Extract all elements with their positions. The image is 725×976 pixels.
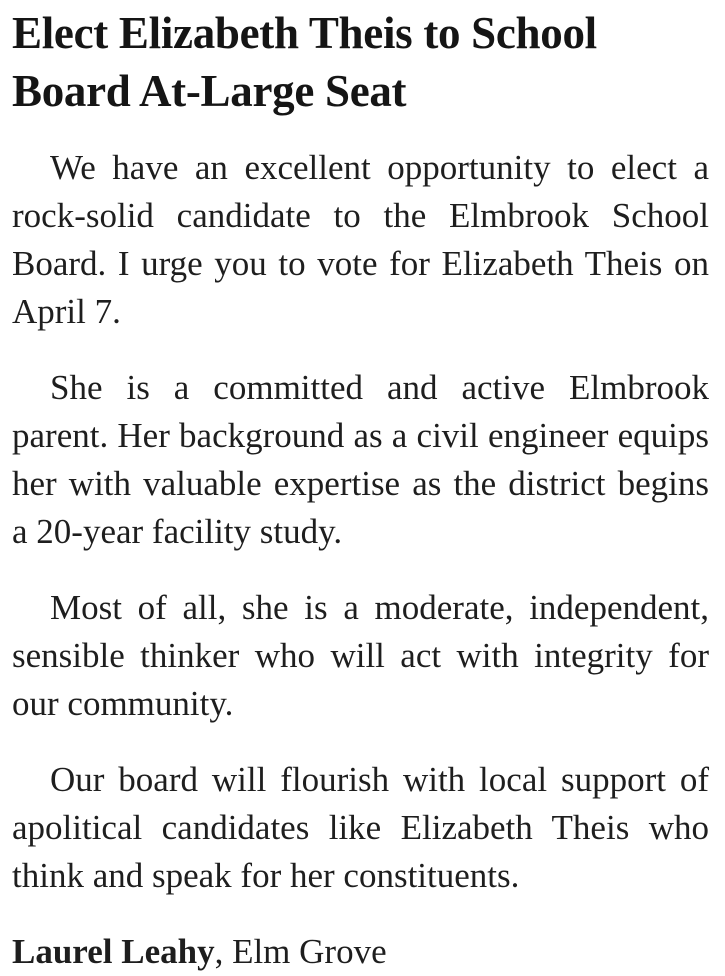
- paragraph: She is a committed and active Elmbrook parent. Her background as a civil engineer equips her with valuable expertise as the district begins a 20-year facility study.: [12, 368, 709, 551]
- author-name: Laurel Leahy: [12, 932, 215, 971]
- paragraph: Our board will flourish with local support of apolitical candidates like Elizabeth Theis who think and speak for her constituents.: [12, 760, 709, 895]
- paragraph: Most of all, she is a moderate, independent, sensible thinker who will act with integrity for our community.: [12, 588, 709, 723]
- author-location: Elm Grove: [232, 932, 387, 971]
- headline: Elect Elizabeth Theis to School Board At-Large Seat: [12, 8, 597, 116]
- paragraph: We have an excellent opportunity to elect a rock-solid candidate to the Elmbrook School Board. I urge you to vote for Elizabeth Theis on April 7.: [12, 148, 709, 331]
- signature-separator: ,: [214, 932, 233, 971]
- letter-body: [12, 144, 709, 900]
- signature: [12, 928, 709, 976]
